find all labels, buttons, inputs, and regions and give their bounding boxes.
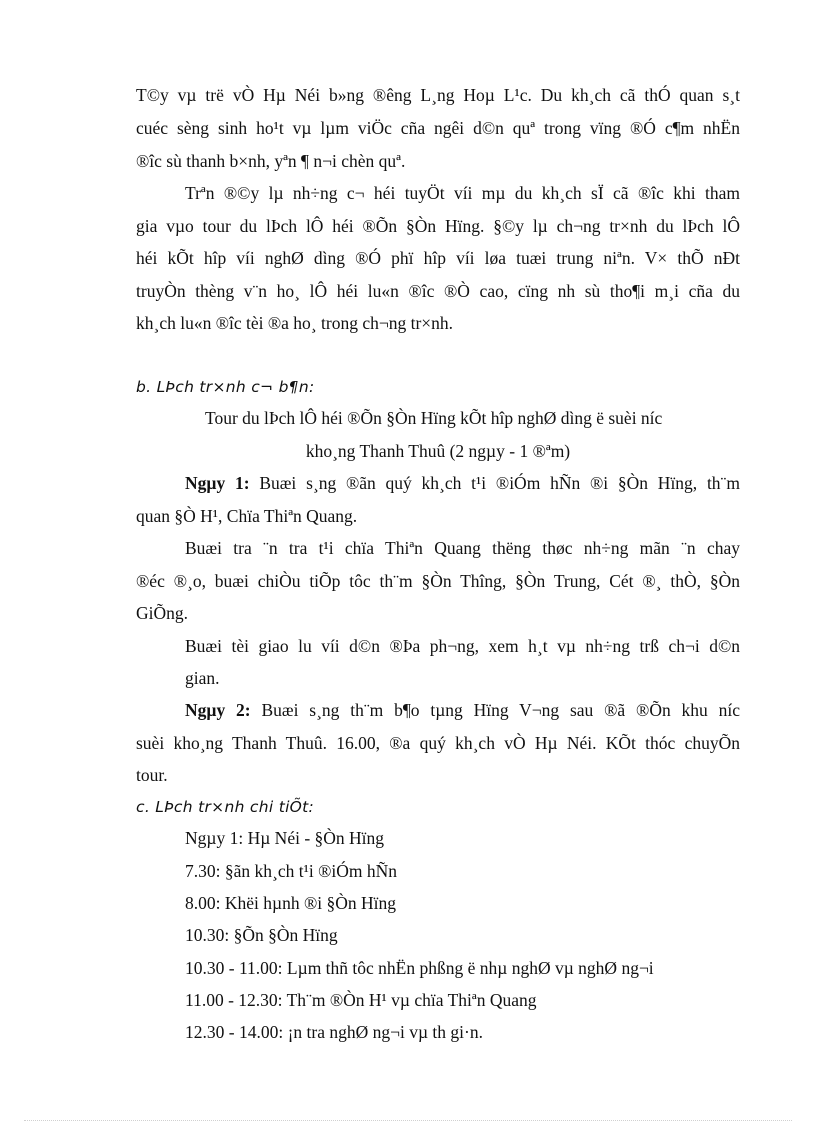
paragraph-line: Trªn ®©y lµ nh÷ng c¬ héi tuyÖt víi mµ du kh¸ch sÏ cã ®îc khi tham [185,183,740,203]
paragraph-line: Buæi tèi giao lu víi d©n ®Þa ph¬ng, xem h¸t vµ nh÷ng trß ch¬i d©n [185,636,740,656]
section-heading-c: c. LÞch tr×nh chi tiÕt: [136,798,315,816]
tour-title-line: Tour du lÞch lÔ héi ®Õn §Òn Hïng kÕt hîp nghØ dìng ë suèi níc [205,408,663,428]
section-heading-b: b. LÞch tr×nh c¬ b¶n: [136,378,315,396]
paragraph-line: truyÒn thèng v¨n ho¸ lÔ héi lu«n ®îc ®Ò cao, cïng nh sù tho¶i m¸i cña du [136,281,740,301]
schedule-item: 8.00: Khëi hµnh ®i §Òn Hïng [185,893,397,913]
paragraph-line: héi kÕt hîp víi nghØ dìng ®Ó phï hîp víi løa tuæi trung niªn. V× thÕ nÐt [136,248,740,268]
tour-title-line: kho¸ng Thanh Thuû (2 ngµy - 1 ®ªm) [305,441,571,461]
paragraph-line: ®éc ®¸o, buæi chiÒu tiÕp tôc th¨m §Òn Thîng, §Òn Trung, Cét ®¸ thÒ, §Òn [136,571,740,591]
paragraph-line: kh¸ch lu«n ®îc tèi ®a ho¸ trong ch¬ng tr×nh. [136,313,454,333]
day1-label: Ngµy 1: [185,473,250,493]
schedule-item: 12.30 - 14.00: ¡n tra nghØ ng¬i vµ th gi·n. [185,1022,483,1042]
schedule-item: 11.00 - 12.30: Th¨m ®Òn H¹ vµ chïa Thiªn Quang [185,990,537,1010]
day1-text: Buæi s¸ng ®ãn quý kh¸ch t¹i ®iÓm hÑn ®i §Òn Hïng, th¨m [249,473,740,493]
day2-line [185,699,740,721]
paragraph-line: quan §Ò H¹, Chïa Thiªn Quang. [136,506,358,526]
paragraph-line: Buæi tra ¨n tra t¹i chïa Thiªn Quang thëng thøc nh÷ng mãn ¨n chay [185,538,740,558]
schedule-item: Ngµy 1: Hµ Néi - §Òn Hïng [185,828,385,848]
paragraph-line: gian. [185,668,220,688]
day2-label: Ngµy 2: [185,700,251,720]
day1-line [185,472,740,494]
schedule-item: 10.30 - 11.00: Lµm thñ tôc nhËn phßng ë nhµ nghØ vµ nghØ ng¬i [185,958,654,978]
paragraph-line: T©y vµ trë vÒ Hµ Néi b»ng ®êng L¸ng Hoµ L¹c. Du kh¸ch cã thÓ quan s¸t [136,85,740,105]
day2-text: Buæi s¸ng th¨m b¶o tµng Hïng V¬ng sau ®ã ®Õn khu níc [250,700,740,720]
paragraph-line: cuéc sèng sinh ho¹t vµ lµm viÖc cña ngêi d©n quª trong vïng ®Ó c¶m nhËn [136,118,740,138]
paragraph-line: gia vµo tour du lÞch lÔ héi ®Õn §Òn Hïng. §©y lµ ch¬ng tr×nh du lÞch lÔ [136,216,740,236]
paragraph-line: GiÕng. [136,603,189,623]
schedule-item: 10.30: §Õn §Òn Hïng [185,925,338,945]
paragraph-line: suèi kho¸ng Thanh Thuû. 16.00, ®a quý kh¸ch vÒ Hµ Néi. KÕt thóc chuyÕn [136,733,740,753]
paragraph-line: tour. [136,765,168,785]
page-bottom-divider [24,1120,792,1121]
schedule-item: 7.30: §ãn kh¸ch t¹i ®iÓm hÑn [185,861,397,881]
paragraph-line: ®îc sù thanh b×nh, yªn ¶ n¬i chèn quª. [136,151,406,171]
